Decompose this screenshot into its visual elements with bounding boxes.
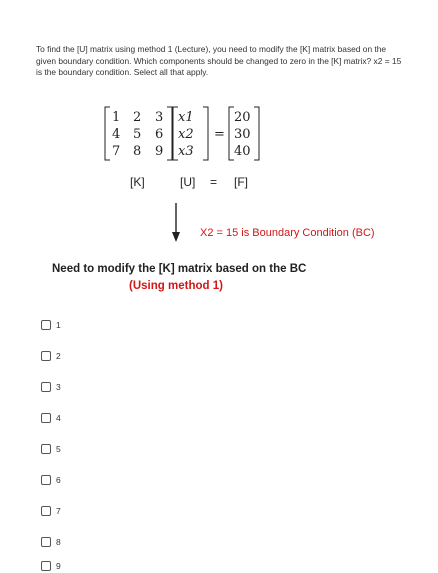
k-label: [K] (130, 175, 145, 189)
option-1-checkbox[interactable] (41, 320, 51, 330)
k-entry-1-2: 2 (133, 110, 142, 125)
f-label: [F] (234, 175, 248, 189)
option-9-label: 9 (56, 561, 61, 571)
k-matrix-right-bracket (167, 107, 172, 160)
k-entry-3-2: 8 (133, 144, 142, 159)
option-1-label: 1 (56, 320, 61, 330)
option-2-label: 2 (56, 351, 61, 361)
u-label: [U] (180, 175, 196, 189)
k-entry-2-1: 4 (112, 127, 121, 142)
x-entry-1: x1 (178, 110, 194, 125)
option-4[interactable] (41, 411, 61, 425)
option-8[interactable] (41, 535, 61, 549)
option-7-checkbox[interactable] (41, 506, 51, 516)
option-2-checkbox[interactable] (41, 351, 51, 361)
equals-sign: = (214, 127, 225, 142)
option-5-label: 5 (56, 444, 61, 454)
k-entry-1-3: 3 (155, 110, 164, 125)
k-matrix-left-bracket (105, 107, 110, 160)
option-6-label: 6 (56, 475, 61, 485)
f-vector-right-bracket (254, 107, 259, 160)
option-1[interactable] (41, 318, 61, 332)
k-entry-2-3: 6 (155, 127, 164, 142)
f-entry-1: 20 (234, 110, 251, 125)
k-entry-1-1: 1 (112, 110, 121, 125)
option-7[interactable] (41, 504, 61, 518)
down-arrow-head (172, 232, 180, 242)
option-6-checkbox[interactable] (41, 475, 51, 485)
option-3-checkbox[interactable] (41, 382, 51, 392)
k-entry-3-3: 9 (155, 144, 164, 159)
bc-note: X2 = 15 is Boundary Condition (BC) (200, 227, 375, 239)
question-paragraph: To find the [U] matrix using method 1 (Lecture), you need to modify the [K] matrix based on the given boundary condition. Which components should be changed to zero in the [K] matrix? x2 = 15 is the boundary condition. Select all that apply. (36, 44, 402, 78)
labels-equals: = (210, 175, 218, 189)
option-8-checkbox[interactable] (41, 537, 51, 547)
option-4-label: 4 (56, 413, 61, 423)
x-entry-3: x3 (178, 144, 194, 159)
option-3[interactable] (41, 380, 61, 394)
option-6[interactable] (41, 473, 61, 487)
k-entry-3-1: 7 (112, 144, 121, 159)
need-to-modify-text: Need to modify the [K] matrix based on the BC (52, 263, 307, 275)
option-3-label: 3 (56, 382, 61, 392)
option-2[interactable] (41, 349, 61, 363)
k-entry-2-2: 5 (133, 127, 142, 142)
option-8-label: 8 (56, 537, 61, 547)
f-entry-3: 40 (234, 144, 251, 159)
f-entry-2: 30 (234, 127, 251, 142)
option-5-checkbox[interactable] (41, 444, 51, 454)
using-method-text: (Using method 1) (129, 280, 223, 292)
option-5[interactable] (41, 442, 61, 456)
option-4-checkbox[interactable] (41, 413, 51, 423)
x-vector-right-bracket (203, 107, 208, 160)
option-9-checkbox[interactable] (41, 561, 51, 571)
option-7-label: 7 (56, 506, 61, 516)
x-entry-2: x2 (178, 127, 194, 142)
